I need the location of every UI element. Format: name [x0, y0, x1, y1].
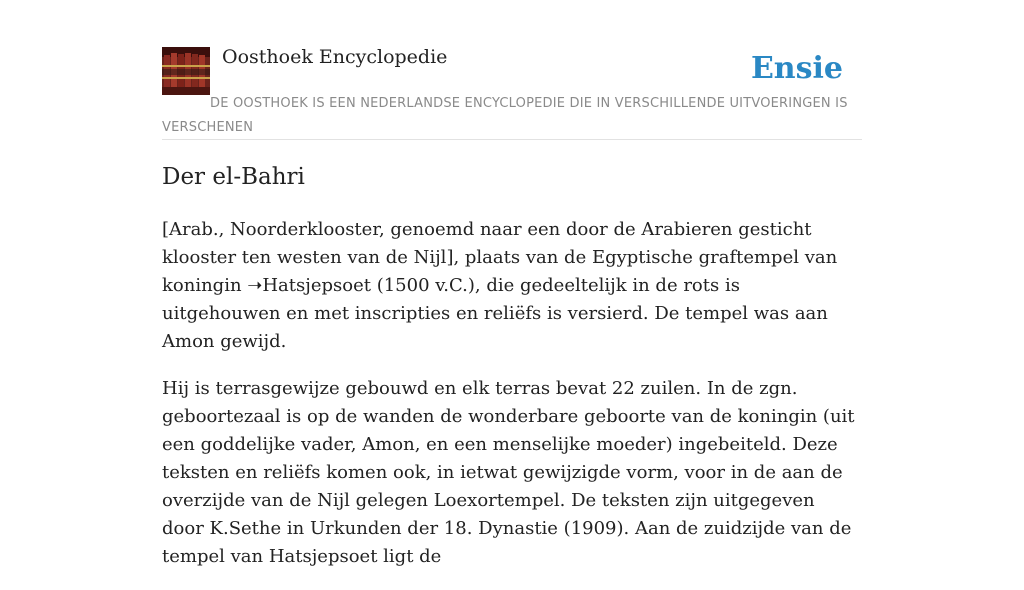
article-paragraph: [Arab., Noorderklooster, genoemd naar een door de Arabieren gesticht klooster ten westen van de Nijl], plaats van de Egyptische graftempel van koningin ➝Hatsjepsoet (1500 v.C.), die gedeeltelijk in de rots is uitgehouwen en met inscripties en reliëfs is versierd. De tempel was aan Amon gewijd. — [162, 219, 838, 352]
site-tagline: DE OOSTHOEK IS EEN NEDERLANDSE ENCYCLOPEDIE DIE IN VERSCHILLENDE UITVOERINGEN IS VERSCHENEN — [162, 96, 848, 135]
encyclopedia-books-icon[interactable] — [162, 47, 210, 95]
header-divider — [162, 139, 862, 140]
site-name[interactable]: Oosthoek Encyclopedie — [222, 46, 448, 68]
brand-logo[interactable]: Ensie — [750, 51, 843, 86]
article-title: Der el-Bahri — [162, 164, 305, 190]
article-paragraph: Hij is terrasgewijze gebouwd en elk terras bevat 22 zuilen. In de zgn. geboortezaal is op de wanden de wonderbare geboorte van de koningin (uit een goddelijke vader, Amon, en een menselijke moeder) ingebeiteld. Deze teksten en reliëfs komen ook, in ietwat gewijzigde vorm, voor in de aan de overzijde van de Nijl gelegen Loexortempel. De teksten zijn uitgegeven door K.Sethe in Urkunden der 18. Dynastie (1909). Aan de zuidzijde van de tempel van Hatsjepsoet ligt de — [162, 378, 855, 567]
page-container — [162, 0, 862, 567]
site-header — [162, 0, 862, 140]
article-body — [162, 216, 862, 590]
